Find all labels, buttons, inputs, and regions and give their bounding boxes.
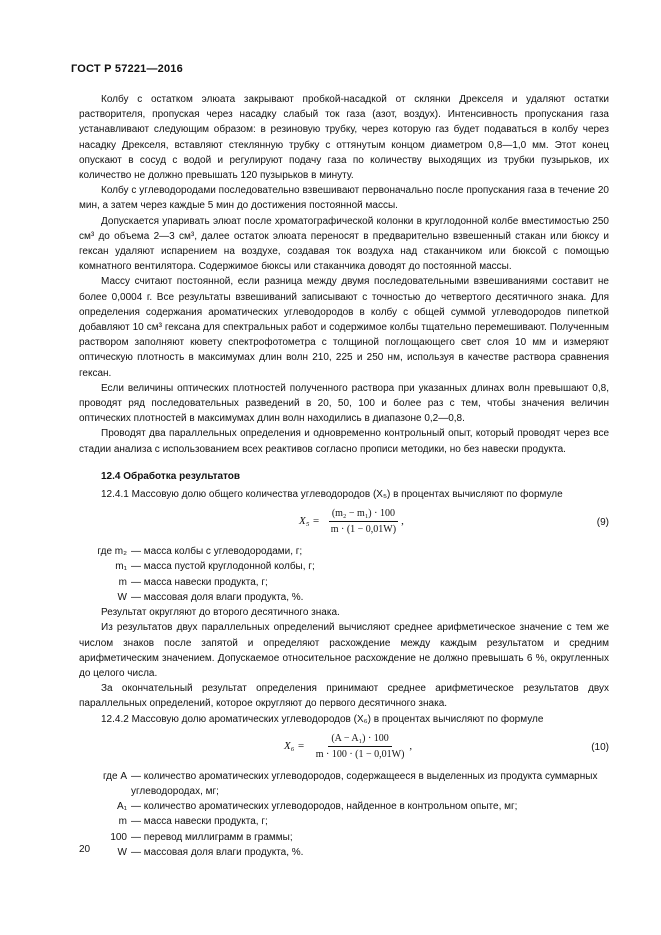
definition-text: — масса колбы с углеводородами, г; (131, 546, 303, 558)
formula-tail: , (409, 739, 413, 752)
definition-item (79, 830, 609, 845)
paragraph-mean: Из результатов двух параллельных определений вычисляют среднее арифметическое значение с тем же числом знаков после запятой и определяют расхождение между каждым результатом и средним арифметическим значением. Допускаемое относительное расхождение не должно превышать 6 %, округленных до целого числа. (79, 622, 609, 679)
formula-fraction (328, 506, 399, 537)
definition-text: — масса навески продукта, г; (131, 816, 268, 828)
definition-symbol: где m₂ (97, 546, 127, 558)
definition-item (79, 769, 609, 799)
page-number: 20 (79, 844, 91, 855)
section-title: 12.4 Обработка результатов (101, 470, 241, 482)
formula-denominator: m · 100 · (1 − 0,01W) (315, 748, 405, 760)
formula-9 (79, 502, 609, 544)
paragraph-parallel: Проводят два параллельных определения и одновременно контрольный опыт, который проводят через все стадии анализа с использованием всех реактивов согласно прописи методики, но без навески продукта. (79, 428, 609, 455)
definition-symbol: W (117, 591, 127, 603)
paragraph-dilution: Если величины оптических плотностей полученного раствора при указанных длинах волн превышают 0,8, проводят ряд последовательных разведений в 20, 50, 100 и более раз с тем, чтобы значения величин оптических плотностей в максимумах длин волн находились в диапазоне 0,2—0,8. (79, 382, 609, 425)
paragraph-weighing: Колбу с углеводородами последовательно взвешивают первоначально после пропускания газа в течение 20 мин, а затем через каждые 5 мин до достижения постоянной массы. (79, 185, 609, 212)
paragraph-rounding: Результат округляют до второго десятичного знака. (101, 607, 340, 619)
definition-text: — перевод миллиграмм в граммы; (131, 831, 293, 843)
paragraph-final-result: За окончательный результат определения принимают среднее арифметическое результатов двух параллельных определений, которое округляют до первого десятичного знака. (79, 683, 609, 710)
formula-number: (10) (591, 741, 609, 753)
formula-denominator: m · (1 − 0,01W) (330, 524, 397, 536)
definition-text: — массовая доля влаги продукта, %. (131, 846, 304, 858)
formula-fraction (313, 731, 408, 762)
formula-numerator: (A − A₁) · 100 (328, 731, 391, 747)
formula-numerator: (m₂ − m₁) · 100 (329, 506, 398, 522)
paragraph-12-4-1: 12.4.1 Массовую долю общего количества углеводородов (X₅) в процентах вычисляют по формуле (101, 489, 563, 501)
definition-item (79, 544, 609, 559)
formula-lhs: X₅ = (299, 515, 320, 528)
paragraph-gas-flow: Колбу с остатком элюата закрывают пробкой-насадкой от склянки Дрекселя и удаляют остатки растворителя, пропуская через насадку слабый ток газа (азот, воздух). Интенсивность пропускания газа устанавливают следующим образом: в резиновую трубку, через которую газ будет подаваться в колбу через насадку Дрекселя, вставляют стеклянную трубку с оттянутым концом диаметром 0,8—1,0 мм. Этот конец опускают в сосуд с водой и регулируют подачу газа по количеству выходящих из трубки пузырьков, их количество не должно превышать 120 пузырьков в минуту. (79, 94, 609, 182)
definition-item (79, 590, 609, 605)
formula-lhs: X₆ = (284, 739, 305, 752)
formula-10 (79, 727, 609, 769)
definition-item (79, 814, 609, 829)
definition-symbol: W (117, 846, 127, 858)
definition-text: — масса навески продукта, г; (131, 576, 268, 588)
paragraph-constant-mass: Массу считают постоянной, если разница между двумя последовательными взвешиваниями составит не более 0,0004 г. Все результаты взвешиваний записывают с точностью до четвертого десятичного знака. Для определения содержания ароматических углеводородов в колбу с общей суммой углеводородов пипеткой добавляют 10 см³ гексана для спектральных работ и содержимое колбы тщательно перемешивают. Полученным раствором заполняют кювету спектрофотометра с толщиной поглощающего свет слоя 10 мм и измеряют оптическую плотность в максимумах длин волн 210, 225 и 250 нм, используя в качестве раствора сравнения гексан. (79, 276, 609, 379)
definition-text: — масса пустой круглодонной колбы, г; (131, 561, 315, 573)
definitions-formula-9 (79, 544, 609, 605)
definition-item (79, 799, 609, 814)
definition-symbol: m (118, 576, 127, 588)
definition-symbol: 100 (110, 831, 127, 843)
definition-text: — количество ароматических углеводородов, содержащееся в выделенных из продукта суммарных углеводородах, мг; (131, 770, 598, 797)
formula-tail: , (401, 515, 404, 528)
definition-text: — массовая доля влаги продукта, %. (131, 591, 304, 603)
definition-symbol: m₁ (115, 561, 127, 573)
formula-number: (9) (596, 517, 609, 529)
paragraph-12-4-2: 12.4.2 Массовую долю ароматических углеводородов (X₆) в процентах вычисляют по формуле (101, 713, 544, 725)
definition-item (79, 559, 609, 574)
definition-symbol: A₁ (116, 801, 127, 813)
definition-symbol: где A (102, 770, 127, 782)
definition-symbol: m (118, 816, 127, 828)
definition-text: — количество ароматических углеводородов, найденное в контрольном опыте, мг; (131, 801, 518, 813)
definition-item (79, 575, 609, 590)
document-header: ГОСТ Р 57221—2016 (71, 63, 183, 75)
document-body (79, 92, 609, 860)
paragraph-evaporation: Допускается упаривать элюат после хроматографической колонки в круглодонной колбе вместимостью 250 см³ до объема 2—3 см³, далее остаток элюата переносят в предварительно взвешенный стакан или бюксу и гексан удаляют испарением на воздухе, создавая ток воздуха над стаканчиком или бюксой с помощью комнатного вентилятора. Содержимое бюксы или стаканчика доводят до постоянной массы. (79, 215, 609, 273)
definitions-formula-10 (79, 769, 609, 860)
definition-item (79, 845, 609, 860)
